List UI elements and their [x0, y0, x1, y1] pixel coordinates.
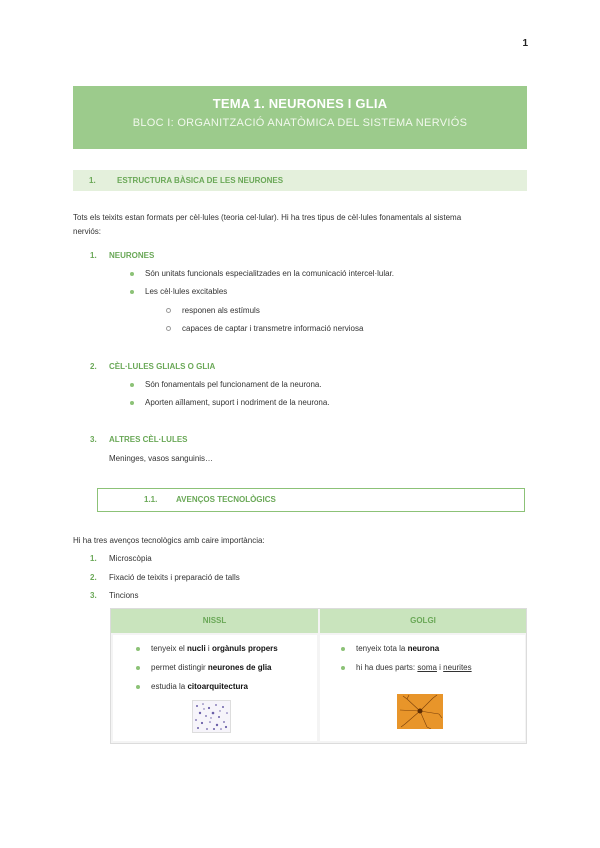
section-heading-1	[73, 170, 527, 191]
list-number: 1.	[90, 251, 97, 260]
advance-item: Tincions	[109, 591, 139, 600]
section-heading-1-1	[97, 488, 525, 512]
list-number: 2.	[90, 362, 97, 371]
advance-item: Microscòpia	[109, 554, 152, 563]
section-number: 1.1.	[144, 495, 158, 504]
other-cells-text: Meninges, vasos sanguinis…	[109, 454, 214, 463]
section-title: AVENÇOS TECNOLÒGICS	[176, 495, 276, 504]
golgi-stain-image	[397, 694, 443, 729]
nissl-point: permet distingir neurones de glia	[151, 663, 272, 672]
intro-line-2: nerviós:	[73, 227, 102, 236]
nissl-stain-image	[192, 700, 231, 733]
list-number: 3.	[90, 591, 97, 600]
golgi-header: GOLGI	[320, 609, 526, 633]
page-title: TEMA 1. NEURONES I GLIA	[212, 96, 388, 111]
bullet-item: Aporten aïllament, suport i nodriment de la neurona.	[145, 398, 330, 407]
list-number: 1.	[90, 554, 97, 563]
glia-heading: CÈL·LULES GLIALS O GLIA	[109, 362, 216, 371]
golgi-point: hi ha dues parts: soma i neurites	[356, 663, 472, 672]
intro-line-1: Tots els teixits estan formats per cèl·lules (teoria cel·lular). Hi ha tres tipus de cèl·lules fonamentals al sistema	[73, 213, 462, 222]
advances-intro: Hi ha tres avenços tecnològics amb caire importància:	[73, 536, 265, 545]
stains-table	[110, 608, 527, 744]
page-number: 1	[522, 38, 528, 49]
list-number: 2.	[90, 573, 97, 582]
page-subtitle: BLOC I: ORGANITZACIÓ ANATÒMICA DEL SISTEMA NERVIÓS	[132, 117, 468, 129]
bullet-item: Són unitats funcionals especialitzades en la comunicació intercel·lular.	[145, 269, 395, 278]
section-number: 1.	[89, 176, 96, 185]
sub-bullet-item: capaces de captar i transmetre informació nerviosa	[182, 324, 364, 333]
nissl-point: tenyeix el nucli i orgànuls propers	[151, 644, 278, 653]
title-banner	[73, 86, 527, 149]
golgi-point: tenyeix tota la neurona	[356, 644, 440, 653]
nissl-header: NISSL	[111, 609, 318, 633]
list-number: 3.	[90, 435, 97, 444]
sub-bullet-item: responen als estímuls	[182, 306, 260, 315]
section-title: ESTRUCTURA BÀSICA DE LES NEURONES	[117, 176, 284, 185]
neurones-heading: NEURONES	[109, 251, 155, 260]
advance-item: Fixació de teixits i preparació de talls	[109, 573, 240, 582]
bullet-item: Són fonamentals pel funcionament de la neurona.	[145, 380, 322, 389]
nissl-point: estudia la citoarquitectura	[151, 682, 248, 691]
bullet-item: Les cèl·lules excitables	[145, 287, 228, 296]
other-cells-heading: ALTRES CÈL·LULES	[109, 435, 188, 444]
